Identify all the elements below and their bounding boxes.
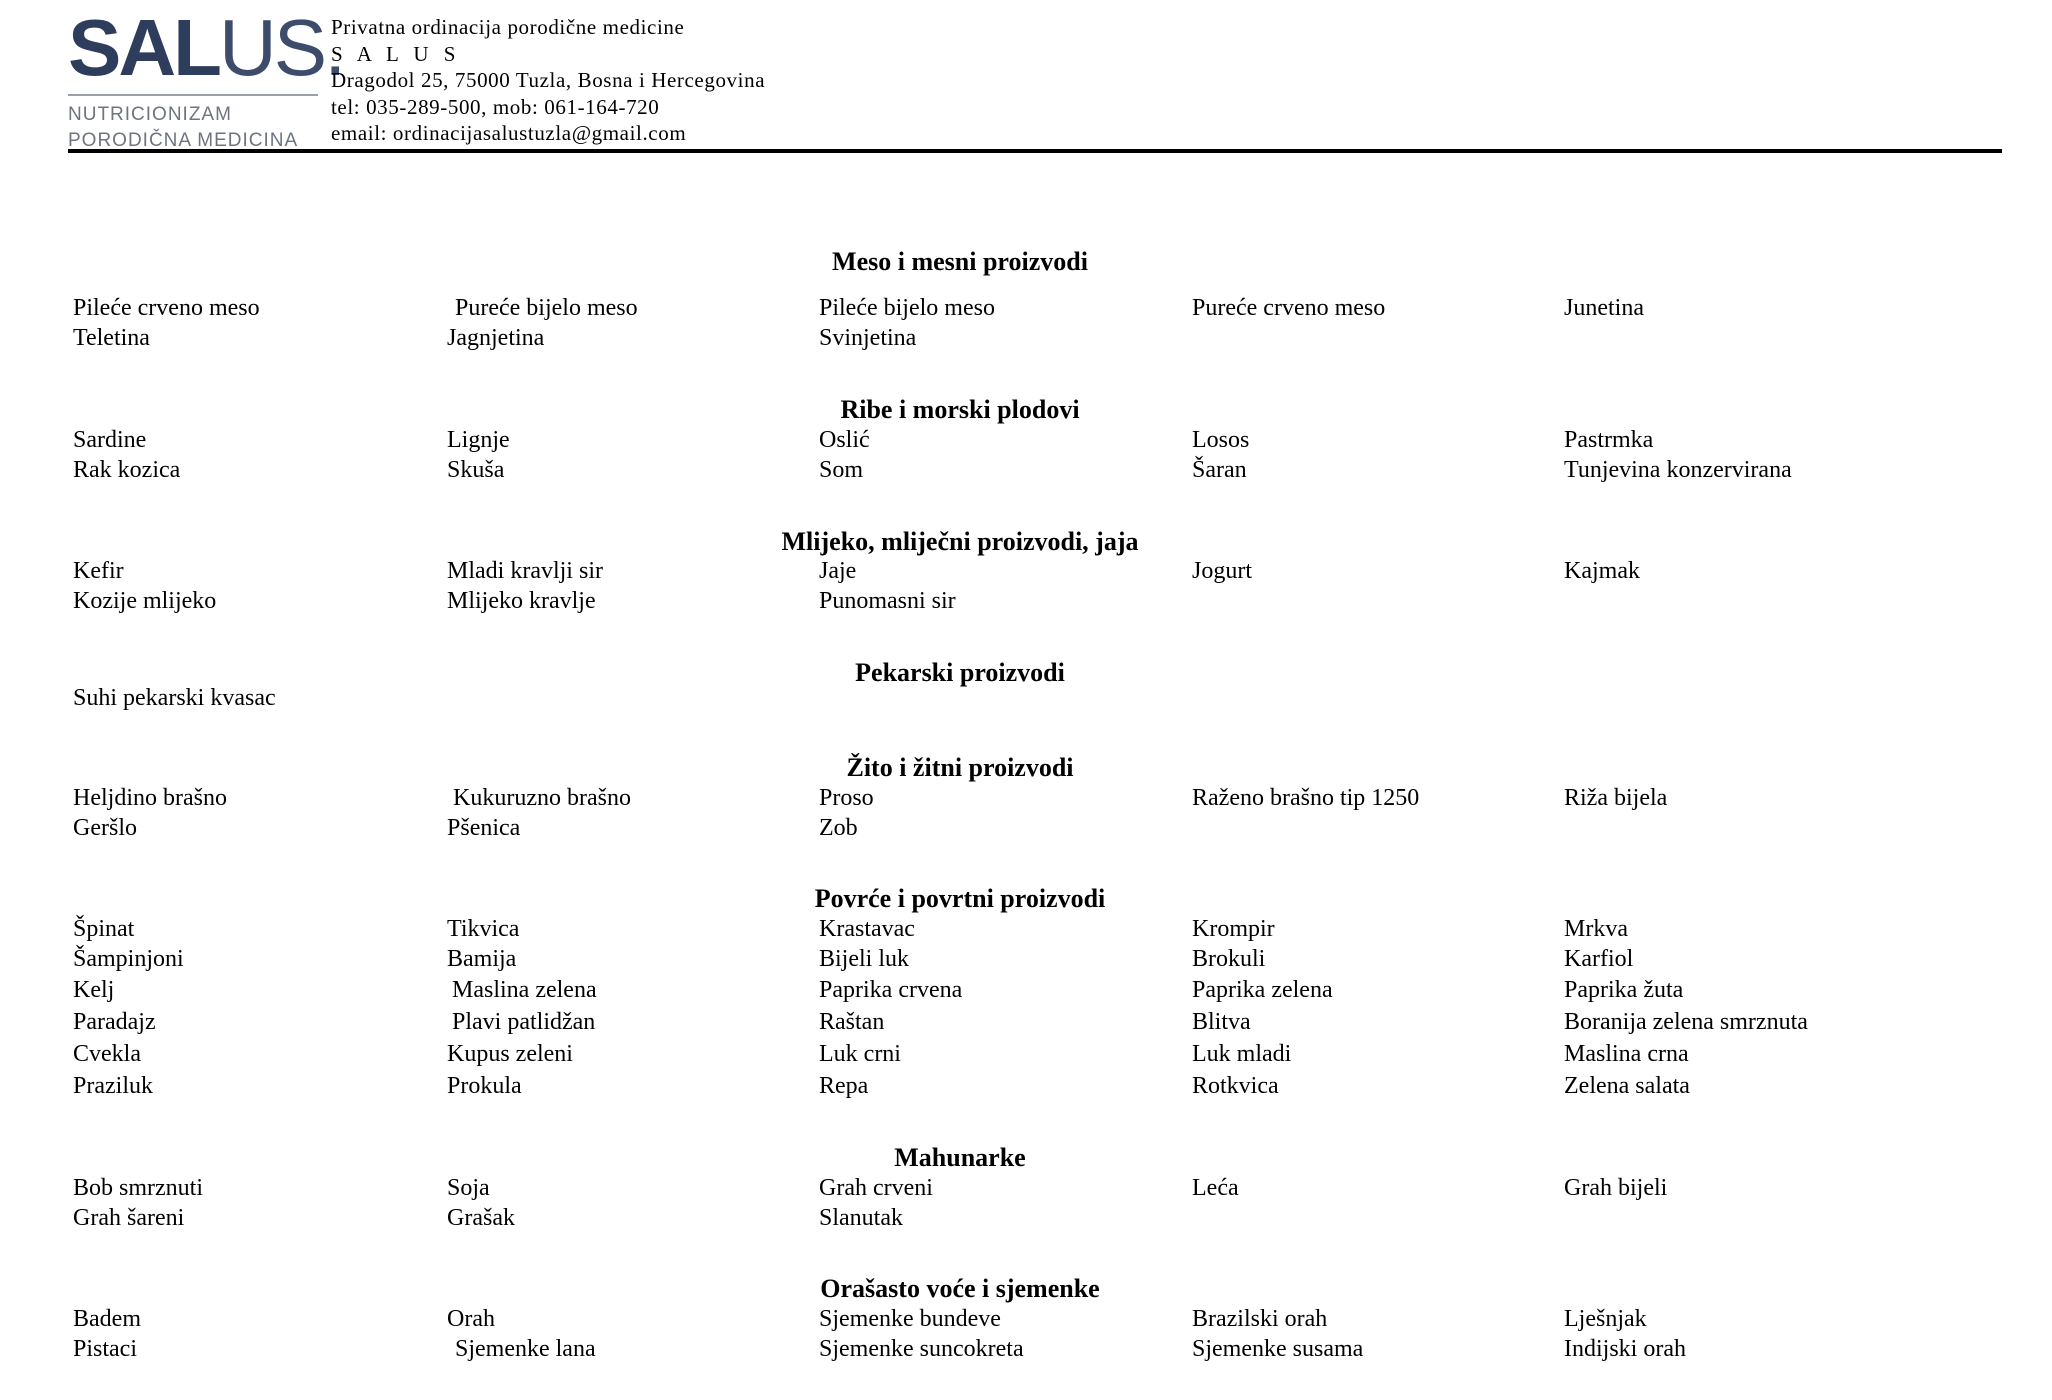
food-item: Tikvica <box>447 916 520 942</box>
category-title: Žito i žitni proizvodi <box>846 753 1074 782</box>
contact-block <box>331 14 765 147</box>
food-item: Rak kozica <box>73 457 181 483</box>
food-item: Paradajz <box>73 1009 156 1035</box>
food-item: Punomasni sir <box>819 588 956 614</box>
food-item: Pileće crveno meso <box>73 295 260 321</box>
food-item: Krastavac <box>819 916 915 942</box>
food-item: Špinat <box>73 916 135 942</box>
food-item: Proso <box>819 785 874 811</box>
food-item: Kefir <box>73 558 124 584</box>
food-item: Plavi patlidžan <box>452 1009 596 1035</box>
food-item: Leća <box>1192 1175 1239 1201</box>
food-item: Kajmak <box>1564 558 1640 584</box>
food-item: Praziluk <box>73 1073 153 1099</box>
food-item: Losos <box>1192 427 1250 453</box>
food-item: Sjemenke suncokreta <box>819 1336 1024 1362</box>
clinic-address: Dragodol 25, 75000 Tuzla, Bosna i Hercegovina <box>331 68 766 92</box>
logo-divider <box>68 94 318 96</box>
salus-logo <box>68 3 344 154</box>
food-item: Kelj <box>73 977 115 1003</box>
category-title: Orašasto voće i sjemenke <box>820 1274 1100 1303</box>
food-item: Soja <box>447 1175 490 1201</box>
clinic-brand: S A L U S <box>331 41 461 66</box>
clinic-phone: tel: 035-289-500, mob: 061-164-720 <box>331 94 660 119</box>
food-item: Raženo brašno tip 1250 <box>1192 785 1420 811</box>
food-item: Grah šareni <box>73 1205 185 1231</box>
food-item: Kupus zeleni <box>447 1041 573 1067</box>
category-title: Povrće i povrtni proizvodi <box>814 884 1106 913</box>
category-title: Mahunarke <box>894 1143 1026 1172</box>
food-item: Cvekla <box>73 1041 141 1067</box>
food-item: Luk mladi <box>1192 1041 1292 1067</box>
food-item: Pastrmka <box>1564 427 1654 453</box>
category-title: Pekarski proizvodi <box>855 658 1065 687</box>
food-item: Paprika žuta <box>1564 977 1684 1003</box>
food-item: Geršlo <box>73 815 137 841</box>
food-item: Prokula <box>447 1073 522 1099</box>
food-item: Rotkvica <box>1192 1073 1279 1099</box>
food-item: Bob smrznuti <box>73 1175 203 1201</box>
logo-tagline-1: NUTRICIONIZAM <box>68 104 232 125</box>
food-item: Bijeli luk <box>819 946 909 972</box>
food-item: Brokuli <box>1192 946 1266 972</box>
food-item: Paprika crvena <box>819 977 963 1003</box>
food-item: Sjemenke lana <box>455 1336 596 1362</box>
food-item: Lješnjak <box>1564 1306 1647 1332</box>
food-item: Oslić <box>819 427 870 453</box>
food-item: Svinjetina <box>819 325 917 351</box>
food-item: Orah <box>447 1306 495 1332</box>
food-item: Repa <box>819 1073 869 1099</box>
food-item: Kukuruzno brašno <box>453 785 631 811</box>
food-item: Indijski orah <box>1564 1336 1686 1362</box>
food-item: Karfiol <box>1564 946 1634 972</box>
food-item: Mrkva <box>1564 916 1628 942</box>
food-item: Suhi pekarski kvasac <box>73 685 276 711</box>
food-item: Som <box>819 457 864 483</box>
food-item: Šampinjoni <box>73 946 184 972</box>
category-title: Ribe i morski plodovi <box>840 395 1080 424</box>
logo-wordmark: SALUS. <box>68 3 344 92</box>
food-item: Grah bijeli <box>1564 1175 1668 1201</box>
food-item: Skuša <box>447 457 505 483</box>
food-item: Raštan <box>819 1009 885 1035</box>
food-item: Pureće bijelo meso <box>455 295 638 321</box>
food-item: Junetina <box>1564 295 1644 321</box>
letterhead <box>68 0 2002 153</box>
food-item: Tunjevina konzervirana <box>1564 457 1792 483</box>
food-item: Sjemenke bundeve <box>819 1306 1001 1332</box>
food-item: Sjemenke susama <box>1192 1336 1364 1362</box>
food-item: Pureće crveno meso <box>1192 295 1386 321</box>
food-item: Krompir <box>1192 916 1275 942</box>
food-item: Badem <box>73 1306 141 1332</box>
food-item: Teletina <box>73 325 150 351</box>
food-item: Grah crveni <box>819 1175 933 1201</box>
food-item: Mlijeko kravlje <box>447 588 596 614</box>
food-item: Kozije mlijeko <box>73 588 217 614</box>
food-item: Jagnjetina <box>447 325 545 351</box>
category-title: Meso i mesni proizvodi <box>832 247 1088 276</box>
food-item: Zob <box>819 815 858 841</box>
food-item: Mladi kravlji sir <box>447 558 603 584</box>
category-title: Mlijeko, mliječni proizvodi, jaja <box>781 527 1139 556</box>
food-item: Pšenica <box>447 815 521 841</box>
clinic-name: Privatna ordinacija porodične medicine <box>331 15 685 39</box>
food-item: Šaran <box>1192 457 1247 483</box>
clinic-email: email: ordinacijasalustuzla@gmail.com <box>331 121 687 145</box>
food-item: Maslina crna <box>1564 1041 1689 1067</box>
food-item: Lignje <box>447 427 510 453</box>
food-item: Blitva <box>1192 1009 1251 1035</box>
food-item: Zelena salata <box>1564 1073 1690 1099</box>
food-item: Bamija <box>447 946 517 972</box>
food-item: Sardine <box>73 427 147 453</box>
food-item: Jaje <box>819 558 857 584</box>
food-item: Pistaci <box>73 1336 137 1362</box>
food-item: Heljdino brašno <box>73 785 227 811</box>
food-item: Paprika zelena <box>1192 977 1333 1003</box>
food-item: Jogurt <box>1192 558 1252 584</box>
logo-tagline-2: PORODIČNA MEDICINA <box>68 130 299 151</box>
food-item: Grašak <box>447 1205 515 1231</box>
food-item: Slanutak <box>819 1205 903 1231</box>
food-item: Luk crni <box>819 1041 901 1067</box>
food-item: Brazilski orah <box>1192 1306 1328 1332</box>
food-item: Boranija zelena smrznuta <box>1564 1009 1808 1035</box>
food-item: Pileće bijelo meso <box>819 295 995 321</box>
food-item: Riža bijela <box>1564 785 1668 811</box>
food-item: Maslina zelena <box>452 977 597 1003</box>
